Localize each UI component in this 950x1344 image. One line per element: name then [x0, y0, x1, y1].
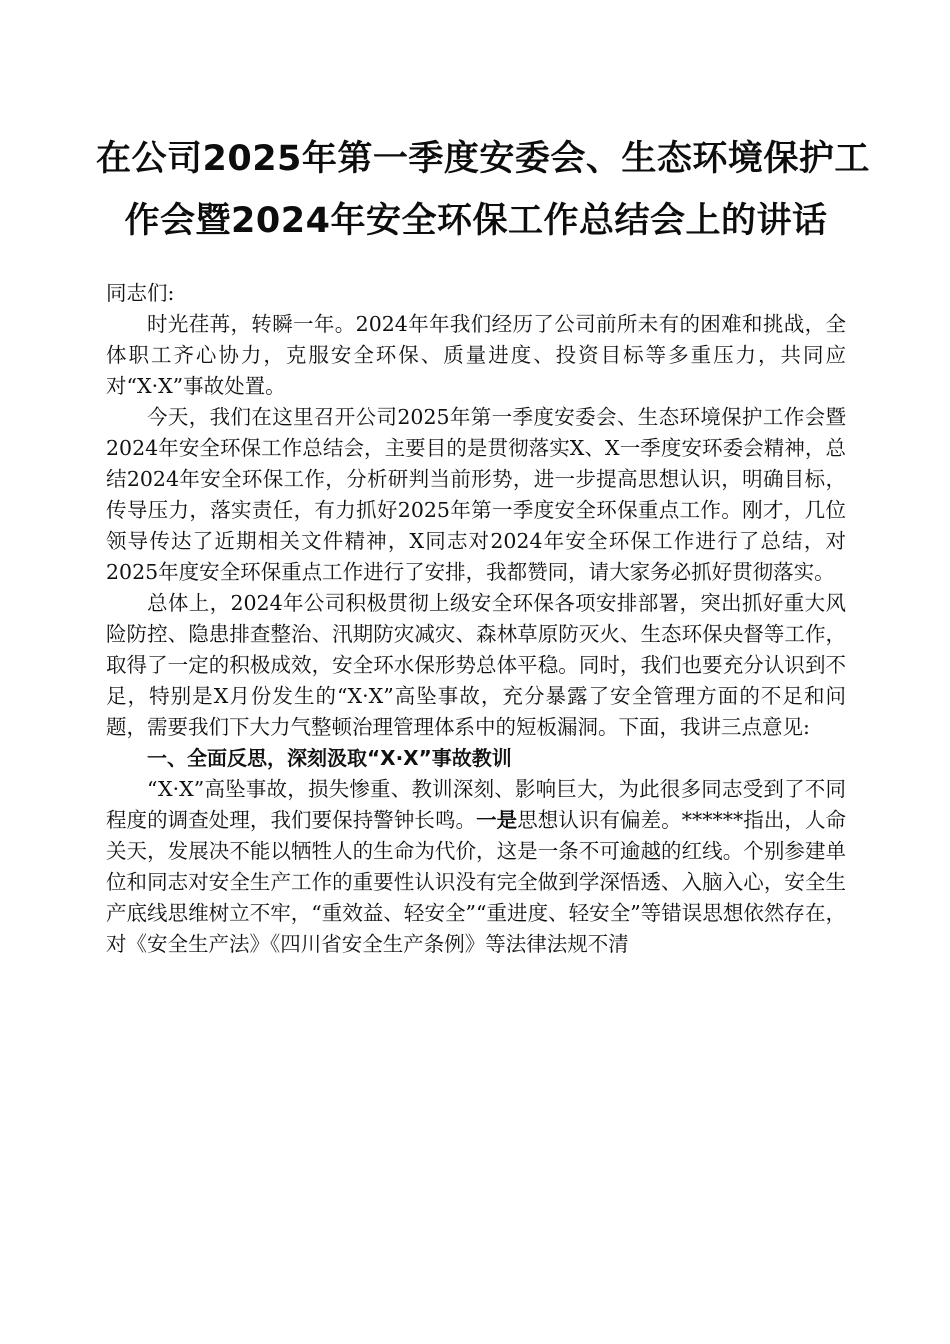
- paragraph-4-emphasis: 一是: [476, 808, 518, 832]
- paragraph-1: 时光荏苒，转瞬一年。2024年年我们经历了公司前所未有的困难和挑战，全体职工齐心协力，克服安全环保、质量进度、投资目标等多重压力，共同应对“X·X”事故处置。: [106, 312, 846, 398]
- section-heading-1: 一、全面反思，深刻汲取“X·X”事故教训: [147, 746, 512, 770]
- paragraph-4-text-a: “X·X”高坠事故，损失惨重、教训深刻、影响巨大，为此很多同志受到了不同程度的调查处理，我们要保持警钟长鸣。: [106, 777, 846, 832]
- paragraph-4: [106, 774, 846, 960]
- title-line-1: 在公司2025年第一季度安委会、生态环境保护工: [96, 139, 870, 179]
- document-body: [106, 278, 846, 960]
- paragraph-4-text-b: 思想认识有偏差。******指出，人命关天，发展决不能以牺牲人的生命为代价，这是一条不可逾越的红线。个别参建单位和同志对安全生产工作的重要性认识没有完全做到学深悟透、入脑入心，安全生产底线思维树立不牢，“重效益、轻安全”“重进度、轻安全”等错误思想依然存在，对《安全生产法》《四川省安全生产条例》等法律法规不清: [106, 808, 847, 956]
- paragraph-2: 今天，我们在这里召开公司2025年第一季度安委会、生态环境保护工作会暨2024年安全环保工作总结会，主要目的是贯彻落实X、X一季度安环委会精神，总结2024年安全环保工作，分析研判当前形势，进一步提高思想认识，明确目标，传导压力，落实责任，有力抓好2025年第一季度安全环保重点工作。刚才，几位领导传达了近期相关文件精神，X同志对2024年安全环保工作进行了总结，对2025年度安全环保重点工作进行了安排，我都赞同，请大家务必抓好贯彻落实。: [106, 405, 846, 584]
- document-title: [96, 128, 870, 252]
- paragraph-3: 总体上，2024年公司积极贯彻上级安全环保各项安排部署，突出抓好重大风险防控、隐患排查整治、汛期防灾减灾、森林草原防灭火、生态环保央督等工作，取得了一定的积极成效，安全环水保形势总体平稳。同时，我们也要充分认识到不足，特别是X月份发生的“X·X”高坠事故，充分暴露了安全管理方面的不足和问题，需要我们下大力气整顿治理管理体系中的短板漏洞。下面，我讲三点意见:: [106, 591, 846, 739]
- title-line-2: 作会暨2024年安全环保工作总结会上的讲话: [124, 201, 828, 241]
- salutation: 同志们:: [106, 281, 175, 305]
- document-page: [96, 0, 870, 960]
